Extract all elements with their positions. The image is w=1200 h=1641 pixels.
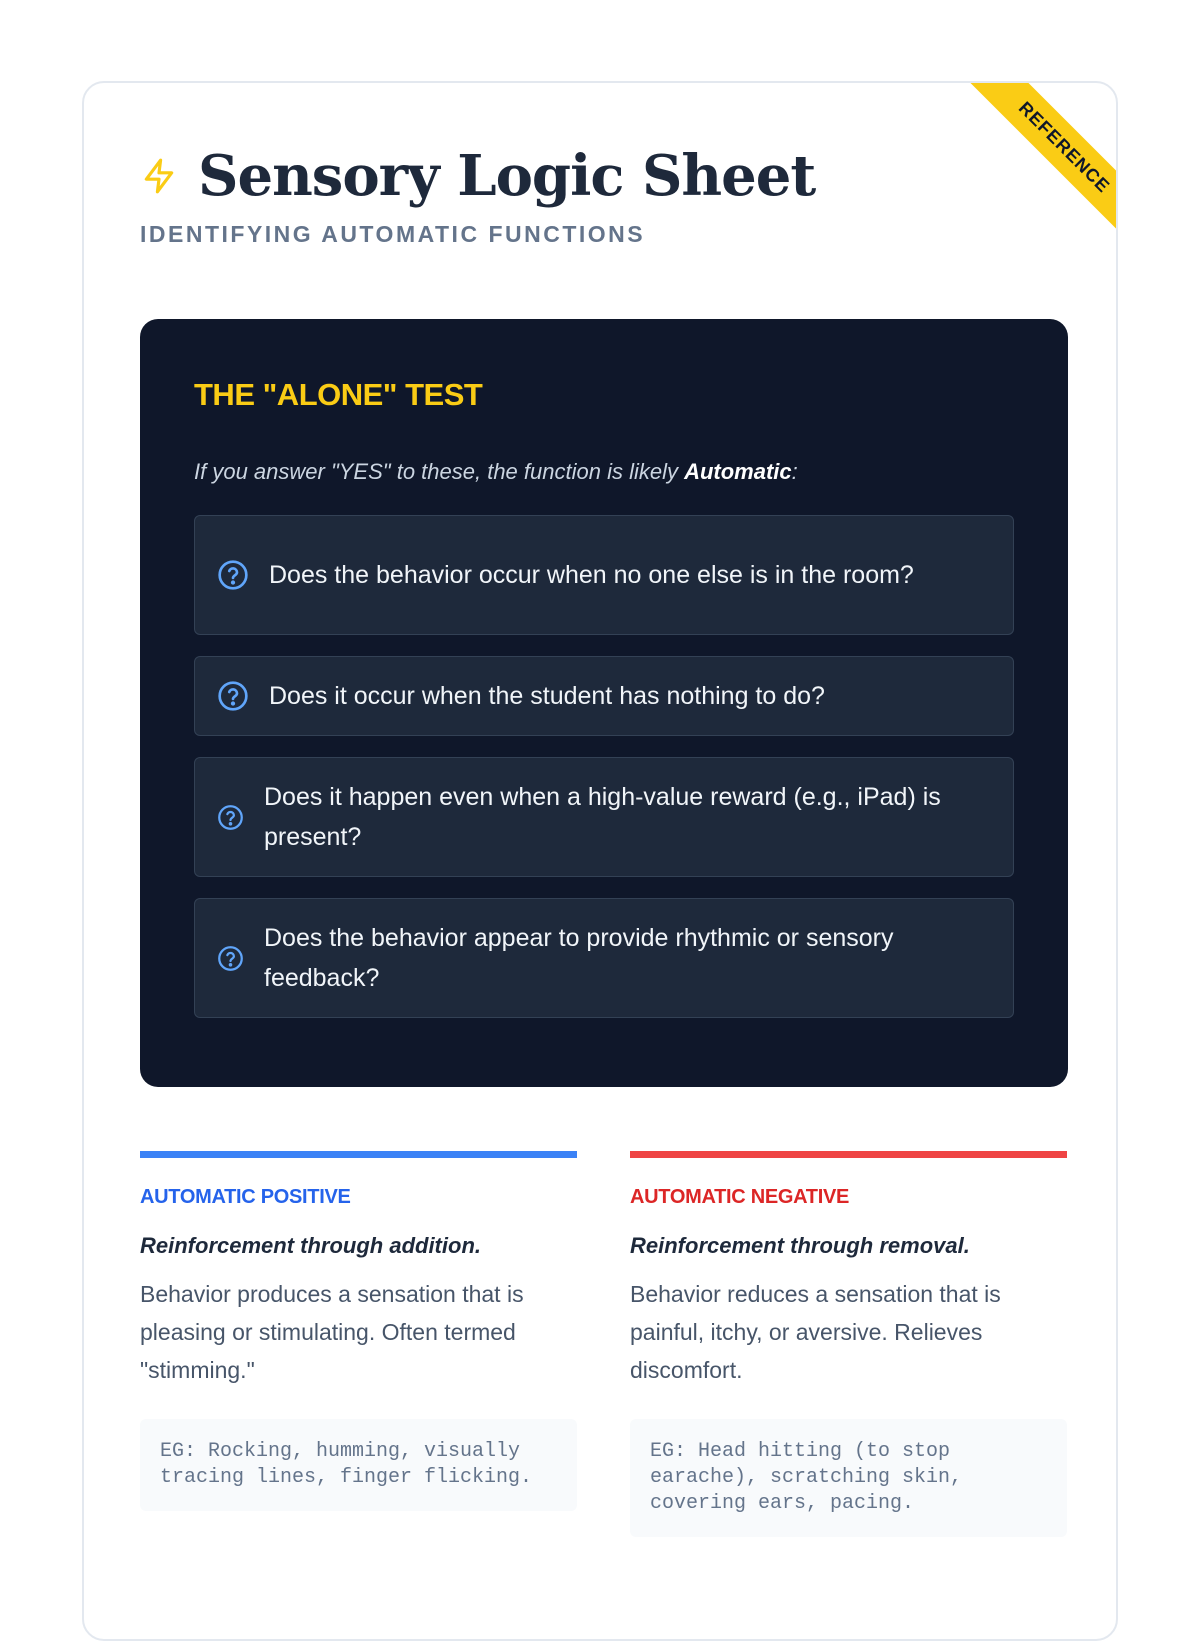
question-circle-icon (217, 804, 244, 831)
intro-text: If you answer "YES" to these, the function is likely (194, 459, 685, 484)
page-subtitle: IDENTIFYING AUTOMATIC FUNCTIONS (140, 221, 646, 247)
negative-description: Behavior reduces a sensation that is painful, itchy, or aversive. Relieves discomfort. (630, 1281, 1001, 1383)
automatic-positive-section (140, 1151, 577, 1511)
alone-test-title: THE "ALONE" TEST (194, 377, 483, 412)
negative-example: EG: Head hitting (to stop earache), scratching skin, covering ears, pacing. (630, 1419, 1067, 1537)
question-text: Does it happen even when a high-value reward (e.g., iPad) is present? (264, 783, 941, 851)
question-item (194, 656, 1014, 736)
question-text: Does it occur when the student has nothing to do? (269, 682, 825, 710)
negative-heading: AUTOMATIC NEGATIVE (630, 1186, 850, 1208)
reference-ribbon-label: REFERENCE (966, 83, 1116, 233)
positive-accent-bar (140, 1151, 577, 1158)
alone-test-panel (140, 319, 1068, 1087)
question-circle-icon (217, 680, 249, 712)
lightning-bolt-icon (140, 156, 178, 196)
question-item (194, 515, 1014, 635)
negative-accent-bar (630, 1151, 1067, 1158)
positive-subheading: Reinforcement through addition. (140, 1233, 481, 1258)
automatic-negative-section (630, 1151, 1067, 1537)
alone-test-intro (194, 459, 798, 485)
corner-ribbon (966, 83, 1116, 233)
negative-subheading: Reinforcement through removal. (630, 1233, 970, 1258)
question-circle-icon (217, 945, 244, 972)
intro-emphasis: Automatic (684, 459, 792, 484)
reference-card (82, 81, 1118, 1641)
intro-colon: : (791, 459, 798, 484)
page-title: Sensory Logic Sheet (198, 143, 816, 209)
question-text: Does the behavior appear to provide rhythmic or sensory feedback? (264, 924, 894, 992)
header (140, 143, 815, 209)
positive-description: Behavior produces a sensation that is pleasing or stimulating. Often termed "stimming." (140, 1281, 524, 1383)
positive-heading: AUTOMATIC POSITIVE (140, 1186, 351, 1208)
question-item (194, 898, 1014, 1018)
positive-example: EG: Rocking, humming, visually tracing lines, finger flicking. (140, 1419, 577, 1511)
question-text: Does the behavior occur when no one else is in the room? (269, 561, 914, 589)
question-circle-icon (217, 559, 249, 591)
question-item (194, 757, 1014, 877)
